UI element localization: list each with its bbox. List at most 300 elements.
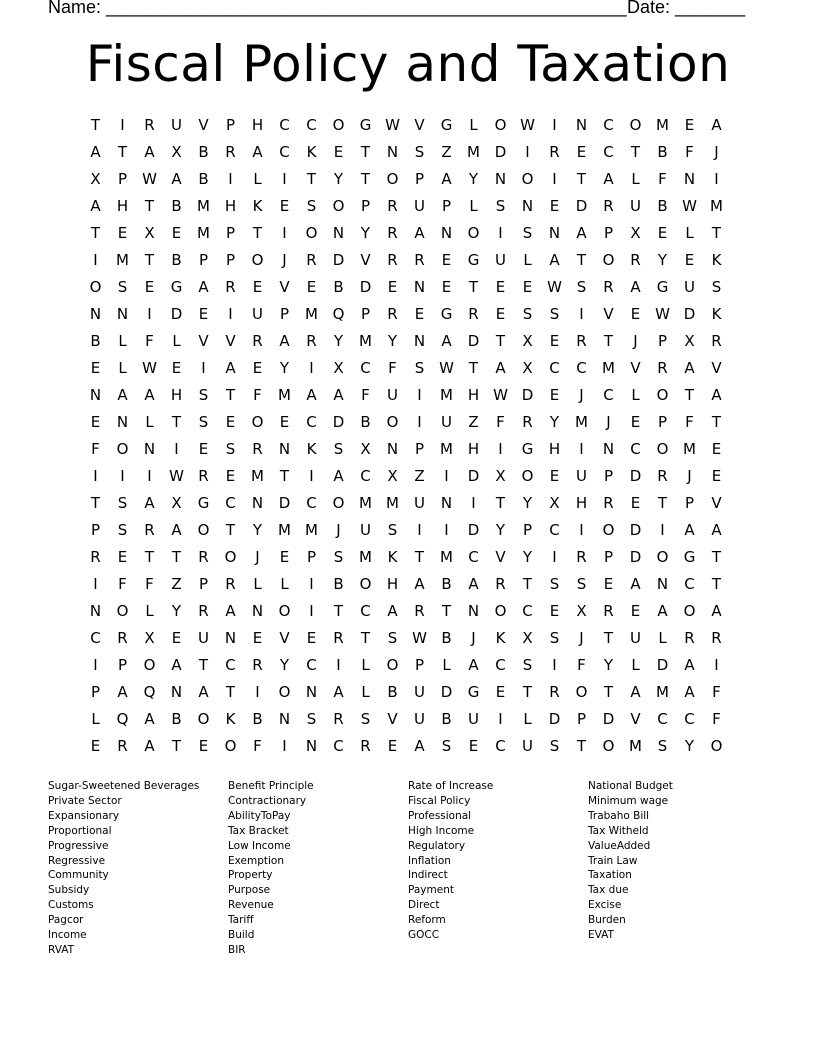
grid-letter: R (306, 251, 317, 269)
grid-letter: G (440, 305, 453, 323)
grid-letter: A (630, 683, 641, 701)
grid-row (82, 679, 730, 706)
grid-letter: M (656, 683, 669, 701)
grid-letter: M (440, 386, 453, 404)
grid-letter: N (413, 332, 426, 350)
grid-letter: Y (279, 656, 290, 674)
grid-letter: A (306, 386, 317, 404)
grid-letter: O (251, 413, 264, 431)
grid-letter: O (494, 602, 507, 620)
grid-letter: M (710, 197, 723, 215)
grid-letter: O (359, 575, 372, 593)
grid-letter: C (90, 629, 101, 647)
word-bank-item: Direct (408, 899, 440, 912)
grid-letter: T (225, 386, 236, 404)
grid-letter: L (361, 656, 370, 674)
grid-letter: A (198, 683, 209, 701)
grid-letter: Y (603, 656, 614, 674)
grid-letter: T (171, 548, 182, 566)
grid-letter: L (442, 656, 451, 674)
grid-letter: A (225, 359, 236, 377)
grid-letter: W (439, 359, 454, 377)
grid-letter: O (332, 116, 345, 134)
grid-letter: O (656, 548, 669, 566)
grid-letter: C (603, 116, 614, 134)
grid-letter: I (309, 602, 314, 620)
grid-row (82, 328, 730, 355)
grid-letter: A (684, 359, 695, 377)
grid-letter: O (386, 170, 399, 188)
word-bank-column (588, 779, 768, 958)
grid-letter: E (387, 737, 398, 755)
grid-letter: D (440, 683, 453, 701)
word-bank-item: Train Law (588, 854, 638, 867)
grid-letter: L (469, 116, 478, 134)
word-bank-column (228, 779, 408, 958)
grid-letter: X (171, 143, 182, 161)
grid-letter: W (385, 116, 400, 134)
word-bank-item: Customs (48, 899, 94, 912)
grid-letter: W (547, 278, 562, 296)
grid-letter: R (144, 116, 155, 134)
grid-letter: O (197, 710, 210, 728)
grid-row (82, 517, 730, 544)
grid-letter: M (386, 494, 399, 512)
grid-letter: V (711, 494, 722, 512)
grid-letter: M (251, 467, 264, 485)
grid-letter: B (198, 143, 209, 161)
grid-letter: X (630, 224, 641, 242)
grid-letter: A (468, 656, 479, 674)
grid-letter: V (198, 332, 209, 350)
grid-row (82, 571, 730, 598)
grid-row (82, 247, 730, 274)
grid-letter: A (684, 683, 695, 701)
grid-letter: I (309, 575, 314, 593)
grid-letter: O (224, 548, 237, 566)
word-bank-item: Regulatory (408, 839, 466, 852)
grid-letter: O (386, 413, 399, 431)
grid-letter: B (252, 710, 263, 728)
grid-letter: I (552, 656, 557, 674)
grid-letter: P (225, 116, 236, 134)
grid-letter: A (144, 737, 155, 755)
grid-letter: V (495, 548, 506, 566)
grid-letter: E (684, 251, 695, 269)
grid-letter: U (414, 710, 425, 728)
grid-letter: D (656, 656, 669, 674)
grid-letter: C (630, 440, 641, 458)
grid-letter: P (522, 521, 533, 539)
grid-letter: A (441, 332, 452, 350)
grid-row (82, 625, 730, 652)
grid-letter: I (120, 116, 125, 134)
grid-letter: N (602, 440, 615, 458)
grid-letter: P (603, 548, 614, 566)
grid-letter: V (387, 710, 398, 728)
grid-letter: E (549, 332, 560, 350)
grid-letter: H (224, 197, 237, 215)
grid-letter: R (414, 602, 425, 620)
grid-letter: R (387, 224, 398, 242)
grid-letter: P (603, 224, 614, 242)
grid-letter: O (143, 656, 156, 674)
grid-letter: T (495, 494, 506, 512)
grid-letter: E (306, 278, 317, 296)
grid-letter: V (603, 305, 614, 323)
grid-letter: H (386, 575, 399, 593)
grid-letter: N (224, 629, 237, 647)
word-bank-item: Indirect (408, 869, 448, 882)
grid-letter: E (495, 278, 506, 296)
grid-letter: T (603, 332, 614, 350)
grid-letter: T (144, 251, 155, 269)
grid-letter: B (657, 197, 668, 215)
grid-letter: E (144, 278, 155, 296)
grid-letter: D (332, 251, 345, 269)
grid-letter: V (630, 710, 641, 728)
grid-row (82, 436, 730, 463)
grid-letter: L (145, 602, 154, 620)
grid-letter: C (495, 656, 506, 674)
grid-letter: R (387, 305, 398, 323)
grid-letter: M (440, 440, 453, 458)
grid-letter: A (90, 143, 101, 161)
grid-letter: V (198, 116, 209, 134)
grid-letter: G (170, 278, 183, 296)
grid-letter: P (198, 251, 209, 269)
grid-letter: R (333, 710, 344, 728)
word-bank-item: Tax Bracket (228, 824, 289, 837)
grid-letter: T (603, 683, 614, 701)
word-bank-item: Contractionary (228, 794, 307, 807)
grid-letter: N (413, 278, 426, 296)
grid-letter: D (629, 521, 642, 539)
grid-letter: L (280, 575, 289, 593)
word-bank-item: High Income (408, 824, 475, 837)
grid-letter: U (441, 413, 452, 431)
grid-letter: R (711, 332, 722, 350)
grid-letter: R (549, 143, 560, 161)
grid-letter: S (576, 575, 587, 593)
grid-letter: U (252, 305, 263, 323)
grid-letter: O (332, 494, 345, 512)
grid-letter: O (332, 197, 345, 215)
grid-letter: T (90, 116, 101, 134)
grid-letter: O (116, 440, 129, 458)
grid-letter: D (359, 278, 372, 296)
grid-letter: S (495, 197, 506, 215)
grid-letter: B (441, 710, 452, 728)
grid-letter: J (255, 548, 260, 566)
grid-letter: F (91, 440, 100, 458)
grid-letter: O (710, 737, 723, 755)
grid-letter: P (117, 170, 128, 188)
grid-letter: P (576, 710, 587, 728)
grid-letter: E (549, 197, 560, 215)
grid-letter: M (305, 521, 318, 539)
grid-row (82, 220, 730, 247)
grid-letter: Q (332, 305, 345, 323)
grid-letter: T (711, 575, 722, 593)
grid-letter: Y (495, 521, 506, 539)
grid-letter: T (576, 170, 587, 188)
grid-letter: D (683, 305, 696, 323)
grid-letter: A (171, 521, 182, 539)
grid-row (82, 706, 730, 733)
grid-letter: O (602, 737, 615, 755)
grid-letter: T (522, 683, 533, 701)
grid-letter: A (684, 656, 695, 674)
grid-letter: C (684, 575, 695, 593)
grid-letter: I (228, 305, 233, 323)
grid-letter: E (171, 629, 182, 647)
grid-letter: I (417, 386, 422, 404)
grid-letter: A (171, 170, 182, 188)
grid-letter: A (576, 224, 587, 242)
grid-letter: R (252, 440, 263, 458)
grid-letter: X (684, 332, 695, 350)
grid-letter: V (279, 629, 290, 647)
grid-letter: U (387, 386, 398, 404)
grid-letter: S (657, 737, 668, 755)
grid-letter: B (90, 332, 101, 350)
grid-letter: T (171, 737, 182, 755)
word-bank-item: Trabaho Bill (588, 809, 650, 822)
grid-letter: R (306, 332, 317, 350)
grid-letter: C (306, 116, 317, 134)
grid-letter: K (495, 629, 506, 647)
grid-letter: L (631, 170, 640, 188)
grid-letter: E (657, 224, 668, 242)
grid-letter: E (279, 197, 290, 215)
grid-letter: I (498, 710, 503, 728)
word-bank-item: Proportional (48, 824, 112, 837)
grid-letter: D (467, 332, 480, 350)
grid-letter: J (282, 251, 287, 269)
grid-letter: C (279, 143, 290, 161)
grid-letter: W (520, 116, 535, 134)
grid-letter: T (711, 413, 722, 431)
grid-letter: V (711, 359, 722, 377)
grid-letter: I (417, 413, 422, 431)
grid-row (82, 382, 730, 409)
grid-letter: X (90, 170, 101, 188)
grid-letter: N (251, 602, 264, 620)
word-bank-item: Burden (588, 914, 626, 927)
grid-letter: D (602, 710, 615, 728)
grid-letter: I (228, 170, 233, 188)
grid-letter: B (441, 575, 452, 593)
grid-letter: A (198, 278, 209, 296)
grid-letter: W (142, 170, 157, 188)
grid-row (82, 652, 730, 679)
word-bank-item: Sugar-Sweetened Beverages (48, 780, 200, 792)
grid-letter: L (469, 197, 478, 215)
grid-letter: U (414, 683, 425, 701)
grid-letter: F (145, 332, 154, 350)
grid-letter: S (333, 548, 344, 566)
grid-letter: Z (171, 575, 182, 593)
grid-letter: N (521, 197, 534, 215)
grid-letter: I (93, 467, 98, 485)
word-bank-column (48, 779, 228, 958)
grid-letter: Y (333, 170, 344, 188)
grid-letter: L (172, 332, 181, 350)
grid-letter: R (549, 683, 560, 701)
grid-letter: I (93, 575, 98, 593)
grid-letter: F (685, 413, 694, 431)
grid-letter: G (656, 278, 669, 296)
grid-letter: T (603, 629, 614, 647)
grid-letter: B (657, 143, 668, 161)
grid-letter: T (360, 629, 371, 647)
grid-letter: R (603, 494, 614, 512)
word-bank-item: RVAT (48, 943, 75, 956)
grid-letter: C (549, 521, 560, 539)
grid-letter: U (684, 278, 695, 296)
grid-letter: H (251, 116, 264, 134)
grid-letter: E (198, 737, 209, 755)
grid-letter: F (388, 359, 397, 377)
word-bank-item: Purpose (228, 884, 271, 897)
grid-letter: R (198, 548, 209, 566)
grid-letter: I (444, 521, 449, 539)
grid-letter: C (657, 710, 668, 728)
grid-letter: H (116, 197, 129, 215)
grid-letter: N (656, 575, 669, 593)
grid-letter: E (198, 305, 209, 323)
grid-letter: Y (468, 170, 479, 188)
grid-letter: O (683, 602, 696, 620)
grid-letter: K (306, 143, 317, 161)
grid-letter: I (282, 224, 287, 242)
grid-letter: T (657, 494, 668, 512)
grid-letter: R (225, 278, 236, 296)
grid-letter: P (414, 170, 425, 188)
grid-letter: O (521, 467, 534, 485)
grid-letter: N (116, 305, 129, 323)
grid-letter: R (468, 305, 479, 323)
grid-letter: A (657, 602, 668, 620)
grid-letter: D (521, 386, 534, 404)
grid-letter: A (333, 386, 344, 404)
grid-letter: C (279, 116, 290, 134)
grid-letter: E (711, 467, 722, 485)
grid-letter: A (144, 494, 155, 512)
word-bank-item: Minimum wage (588, 794, 669, 807)
grid-letter: J (606, 413, 611, 431)
grid-letter: F (361, 386, 370, 404)
grid-row (82, 139, 730, 166)
grid-letter: E (603, 575, 614, 593)
grid-letter: T (468, 278, 479, 296)
grid-letter: I (93, 656, 98, 674)
grid-letter: V (279, 278, 290, 296)
grid-letter: T (117, 143, 128, 161)
word-bank-item: Expansionary (48, 809, 120, 822)
grid-letter: X (144, 224, 155, 242)
grid-letter: I (309, 359, 314, 377)
grid-letter: I (552, 170, 557, 188)
grid-letter: C (684, 710, 695, 728)
grid-letter: E (522, 278, 533, 296)
grid-letter: R (495, 575, 506, 593)
grid-letter: R (657, 359, 668, 377)
grid-letter: J (633, 332, 638, 350)
grid-letter: U (522, 737, 533, 755)
grid-letter: N (143, 440, 156, 458)
grid-letter: N (305, 737, 318, 755)
grid-letter: S (225, 440, 236, 458)
grid-letter: F (685, 143, 694, 161)
grid-letter: P (414, 440, 425, 458)
word-bank-item: Regressive (48, 854, 106, 867)
grid-letter: C (306, 656, 317, 674)
grid-letter: P (225, 224, 236, 242)
grid-letter: E (90, 413, 101, 431)
grid-letter: I (282, 170, 287, 188)
grid-letter: C (306, 413, 317, 431)
grid-letter: P (90, 521, 101, 539)
grid-letter: L (145, 413, 154, 431)
grid-letter: E (630, 602, 641, 620)
grid-letter: X (387, 467, 398, 485)
grid-letter: R (252, 656, 263, 674)
grid-letter: E (252, 278, 263, 296)
word-bank-item: Professional (408, 809, 472, 822)
grid-letter: E (333, 143, 344, 161)
grid-letter: O (656, 386, 669, 404)
grid-letter: F (118, 575, 127, 593)
grid-letter: T (684, 386, 695, 404)
grid-letter: A (441, 170, 452, 188)
grid-letter: S (333, 440, 344, 458)
grid-letter: E (198, 440, 209, 458)
word-bank-item: EVAT (588, 929, 614, 942)
grid-letter: O (656, 440, 669, 458)
grid-letter: M (575, 413, 588, 431)
grid-letter: M (629, 737, 642, 755)
grid-letter: B (171, 251, 182, 269)
grid-letter: A (711, 602, 722, 620)
word-bank-item: Private Sector (48, 794, 122, 807)
grid-letter: Q (143, 683, 156, 701)
grid-letter: P (657, 413, 668, 431)
word-bank-item: Progressive (48, 839, 109, 852)
grid-letter: R (360, 737, 371, 755)
grid-letter: O (629, 116, 642, 134)
grid-letter: T (306, 170, 317, 188)
grid-letter: S (711, 278, 722, 296)
grid-letter: I (714, 170, 719, 188)
grid-letter: E (711, 440, 722, 458)
grid-letter: C (603, 143, 614, 161)
grid-letter: A (117, 683, 128, 701)
grid-letter: T (441, 602, 452, 620)
grid-letter: O (575, 683, 588, 701)
grid-letter: L (685, 224, 694, 242)
grid-letter: A (144, 386, 155, 404)
grid-letter: I (525, 143, 530, 161)
grid-letter: T (630, 143, 641, 161)
word-bank-item: Benefit Principle (228, 780, 314, 792)
grid-letter: E (630, 413, 641, 431)
grid-letter: N (386, 143, 399, 161)
word-bank-item: Inflation (408, 854, 451, 867)
grid-letter: X (144, 629, 155, 647)
grid-letter: I (552, 116, 557, 134)
